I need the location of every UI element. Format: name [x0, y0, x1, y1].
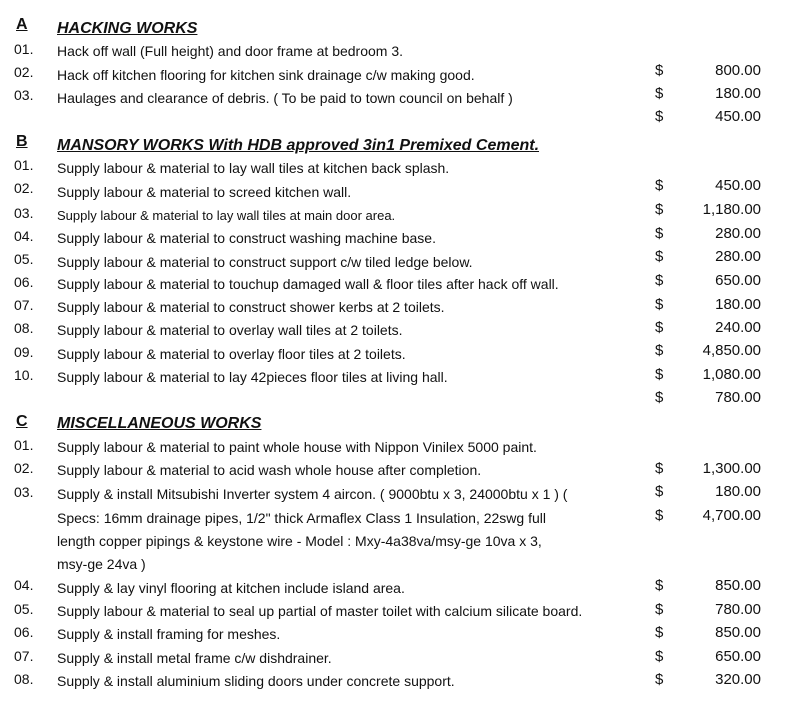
section-a-currency: $: [655, 108, 664, 125]
section-a-currency: $: [655, 62, 664, 79]
section-b-item-no: 09.: [14, 344, 34, 360]
section-c-item-text: Supply & install Mitsubishi Inverter system 4 aircon. ( 9000btu x 3, 24000btu x 1 ) (: [57, 486, 568, 502]
section-b-item-text: Supply labour & material to lay wall tiles at main door area.: [57, 208, 396, 223]
section-a-item-no: 01.: [14, 41, 34, 57]
section-b-item-text: Supply labour & material to lay wall tiles at kitchen back splash.: [57, 160, 450, 176]
section-b-currency: $: [655, 248, 664, 265]
section-a-item-no: 03.: [14, 87, 34, 103]
section-c-currency: $: [655, 507, 664, 524]
section-a-item-text: Hack off kitchen flooring for kitchen sink drainage c/w making good.: [57, 67, 475, 83]
section-b-amount: 650.00: [715, 272, 761, 289]
section-c-amount: 320.00: [715, 671, 761, 688]
section-b-item-no: 10.: [14, 367, 34, 383]
section-b-amount: 4,850.00: [702, 342, 761, 359]
section-b-letter: B: [16, 133, 28, 150]
section-b-item-text: Supply labour & material to construct washing machine base.: [57, 230, 436, 246]
section-b-currency: $: [655, 296, 664, 313]
section-c-amount: 180.00: [715, 483, 761, 500]
section-c-item-no: 06.: [14, 624, 34, 640]
section-a-amount: 180.00: [715, 85, 761, 102]
section-b-item-text: Supply labour & material to construct support c/w tiled ledge below.: [57, 254, 473, 270]
section-b-item-text: Supply labour & material to overlay floor tiles at 2 toilets.: [57, 346, 406, 362]
section-c-item-text: Supply & install framing for meshes.: [57, 626, 281, 642]
section-a-letter: A: [16, 16, 28, 33]
section-a-amount: 800.00: [715, 62, 761, 79]
section-b-item-text: Supply labour & material to overlay wall tiles at 2 toilets.: [57, 322, 403, 338]
section-c-item-text: Supply & lay vinyl flooring at kitchen include island area.: [57, 580, 405, 596]
section-b-item-text: Supply labour & material to construct shower kerbs at 2 toilets.: [57, 299, 445, 315]
section-b-item-no: 03.: [14, 205, 34, 221]
section-c-item-text: msy-ge 24va ): [57, 556, 146, 572]
section-c-item-text: Specs: 16mm drainage pipes, 1/2" thick Armaflex Class 1 Insulation, 22swg full: [57, 510, 546, 526]
section-b-currency: $: [655, 319, 664, 336]
section-c-item-no: 03.: [14, 484, 34, 500]
section-b-amount: 1,180.00: [702, 201, 761, 218]
section-b-item-text: Supply labour & material to lay 42pieces floor tiles at living hall.: [57, 369, 448, 385]
section-b-amount: 1,080.00: [702, 366, 761, 383]
section-b-title: MANSORY WORKS With HDB approved 3in1 Premixed Cement.: [57, 137, 540, 154]
section-c-currency: $: [655, 671, 664, 688]
section-c-amount: 850.00: [715, 624, 761, 641]
section-b-currency: $: [655, 272, 664, 289]
section-b-item-no: 08.: [14, 320, 34, 336]
section-b-currency: $: [655, 342, 664, 359]
section-c-amount: 650.00: [715, 648, 761, 665]
section-c-currency: $: [655, 624, 664, 641]
section-c-amount: 780.00: [715, 601, 761, 618]
section-c-item-text: Supply labour & material to acid wash whole house after completion.: [57, 462, 482, 478]
section-c-item-no: 04.: [14, 577, 34, 593]
section-c-currency: $: [655, 601, 664, 618]
section-c-item-no: 02.: [14, 460, 34, 476]
section-b-amount: 180.00: [715, 296, 761, 313]
section-c-amount: 850.00: [715, 577, 761, 594]
section-c-item-text: Supply & install aluminium sliding doors under concrete support.: [57, 673, 455, 689]
section-c-item-no: 07.: [14, 648, 34, 664]
section-c-currency: $: [655, 460, 664, 477]
section-c-item-no: 01.: [14, 437, 34, 453]
section-a-item-text: Haulages and clearance of debris. ( To be paid to town council on behalf ): [57, 90, 513, 106]
section-b-item-text: Supply labour & material to screed kitchen wall.: [57, 184, 352, 200]
section-b-item-no: 06.: [14, 274, 34, 290]
section-c-currency: $: [655, 648, 664, 665]
section-b-amount: 240.00: [715, 319, 761, 336]
section-c-amount: 1,300.00: [702, 460, 761, 477]
section-a-title: HACKING WORKS: [57, 20, 198, 37]
section-c-item-no: 05.: [14, 601, 34, 617]
section-b-amount: 780.00: [715, 389, 761, 406]
section-c-item-text: Supply & install metal frame c/w dishdrainer.: [57, 650, 332, 666]
section-b-currency: $: [655, 366, 664, 383]
section-a-item-text: Hack off wall (Full height) and door frame at bedroom 3.: [57, 43, 404, 59]
section-c-item-no: 08.: [14, 671, 34, 687]
section-c-item-text: Supply labour & material to paint whole house with Nippon Vinilex 5000 paint.: [57, 439, 537, 455]
section-c-currency: $: [655, 483, 664, 500]
section-b-currency: $: [655, 177, 664, 194]
section-b-item-no: 01.: [14, 157, 34, 173]
section-c-currency: $: [655, 577, 664, 594]
section-c-item-text: Supply labour & material to seal up partial of master toilet with calcium silicate board.: [57, 603, 583, 619]
section-b-item-no: 07.: [14, 297, 34, 313]
section-b-item-no: 04.: [14, 228, 34, 244]
section-b-currency: $: [655, 225, 664, 242]
section-b-amount: 280.00: [715, 225, 761, 242]
section-b-amount: 450.00: [715, 177, 761, 194]
section-b-amount: 280.00: [715, 248, 761, 265]
section-a-amount: 450.00: [715, 108, 761, 125]
section-c-item-text: length copper pipings & keystone wire - Model : Mxy-4a38va/msy-ge 10va x 3,: [57, 533, 542, 549]
section-b-item-no: 05.: [14, 251, 34, 267]
section-b-currency: $: [655, 389, 664, 406]
section-b-item-text: Supply labour & material to touchup damaged wall & floor tiles after hack off wall.: [57, 276, 559, 292]
section-a-currency: $: [655, 85, 664, 102]
section-a-item-no: 02.: [14, 64, 34, 80]
section-c-letter: C: [16, 413, 28, 430]
section-c-title: MISCELLANEOUS WORKS: [57, 415, 262, 432]
section-b-item-no: 02.: [14, 180, 34, 196]
section-c-amount: 4,700.00: [702, 507, 761, 524]
section-b-currency: $: [655, 201, 664, 218]
